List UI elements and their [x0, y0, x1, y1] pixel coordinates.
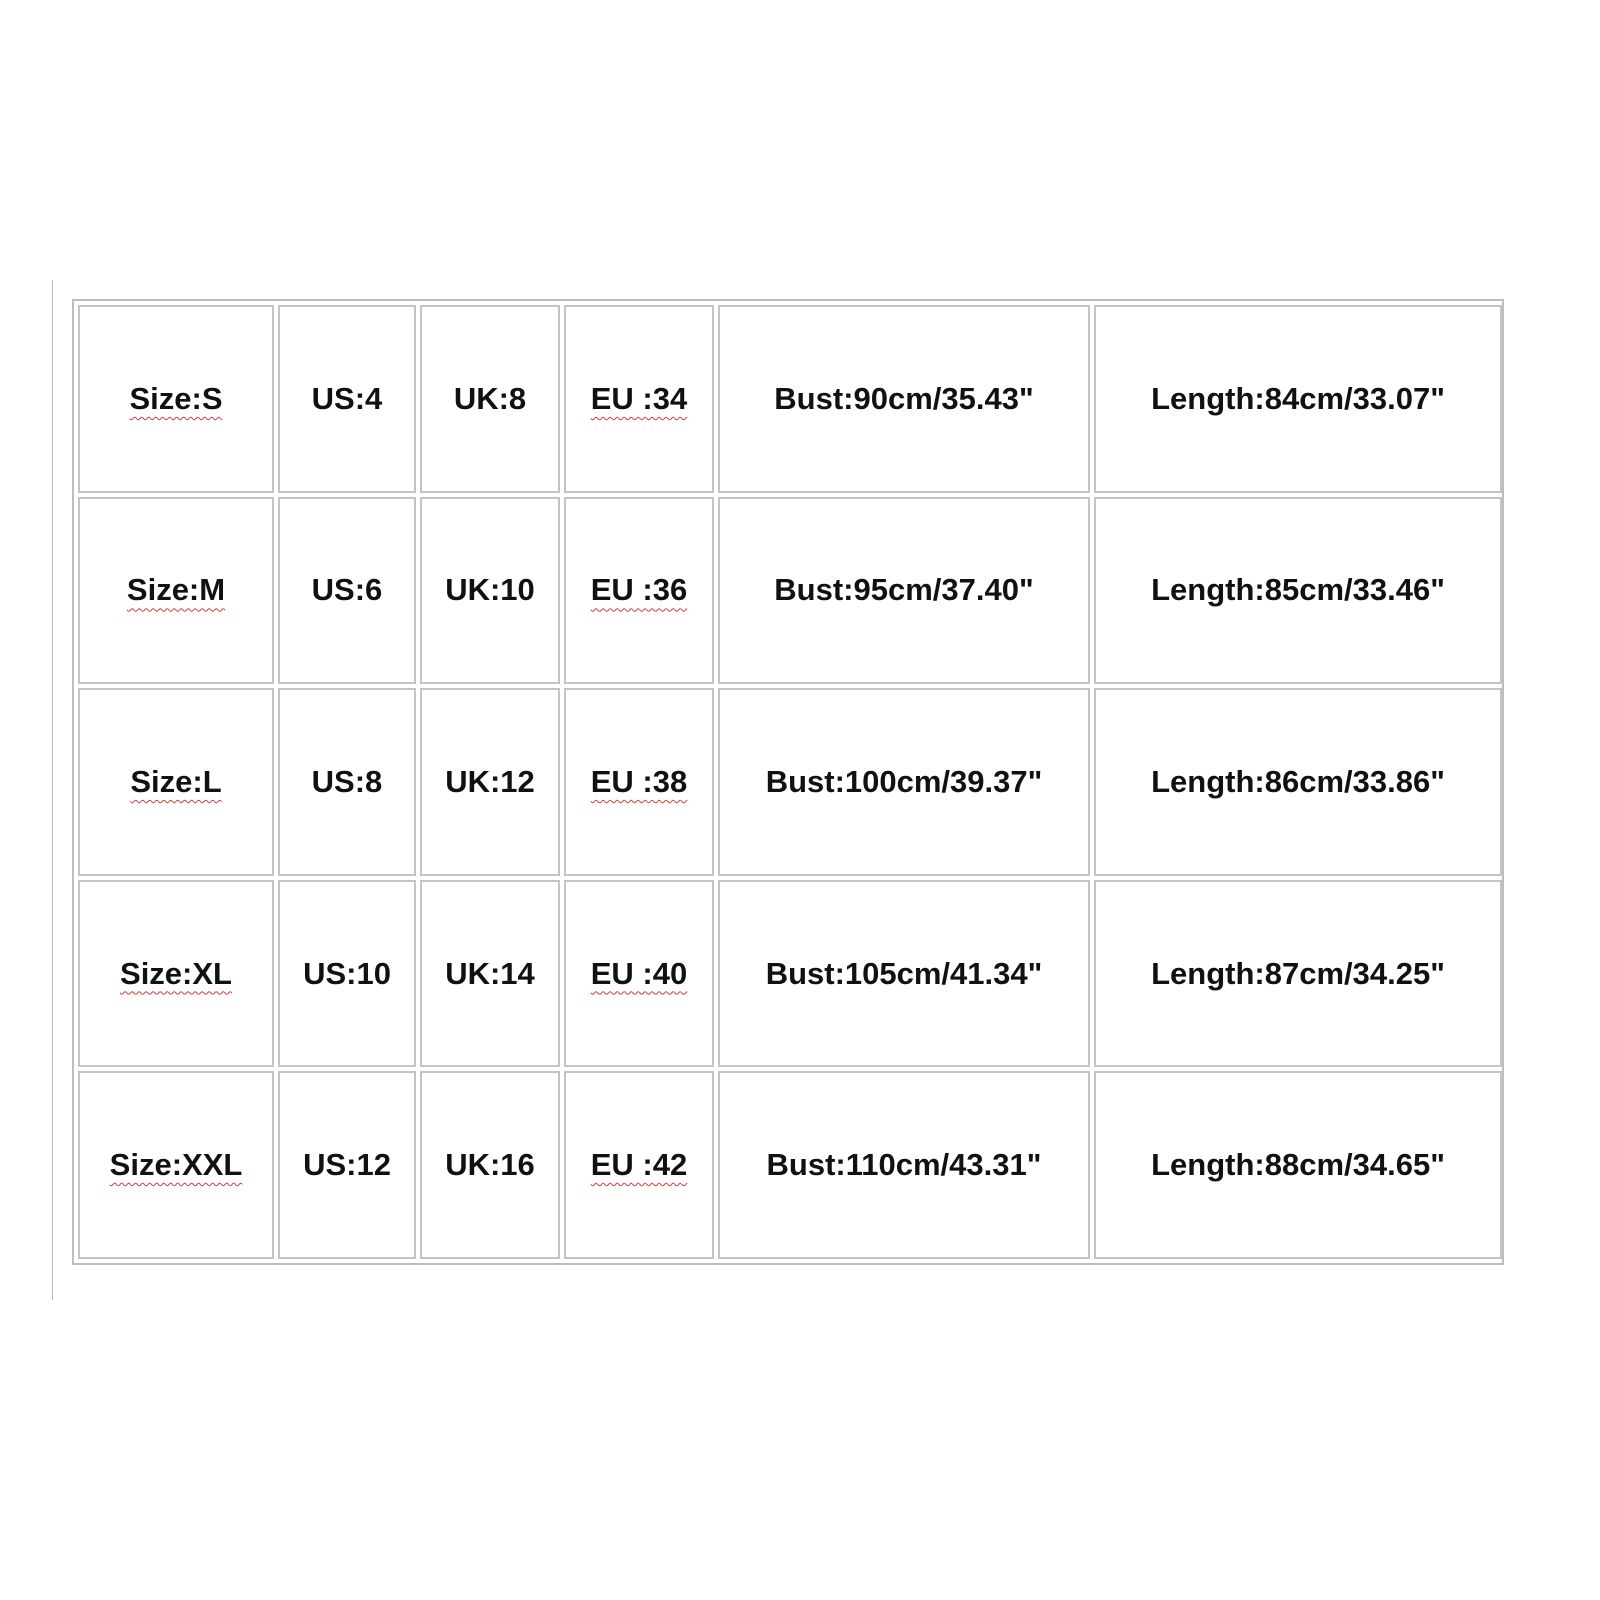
uk-size-cell: UK:16 — [420, 1071, 560, 1259]
eu-size-cell — [564, 880, 714, 1068]
bust-cell: Bust:105cm/41.34" — [718, 880, 1090, 1068]
length-cell: Length:86cm/33.86" — [1094, 688, 1502, 876]
us-size-cell: US:12 — [278, 1071, 416, 1259]
size-chart-body — [78, 305, 1502, 1259]
eu-size-label: EU :40 — [590, 955, 688, 991]
table-row — [78, 497, 1502, 685]
size-label: Size:XXL — [109, 1147, 243, 1183]
eu-size-cell — [564, 688, 714, 876]
size-cell — [78, 880, 274, 1068]
length-cell: Length:88cm/34.65" — [1094, 1071, 1502, 1259]
size-cell — [78, 497, 274, 685]
size-label: Size:S — [129, 380, 223, 416]
us-size-cell: US:10 — [278, 880, 416, 1068]
eu-size-cell — [564, 497, 714, 685]
us-size-cell: US:4 — [278, 305, 416, 493]
bust-cell: Bust:100cm/39.37" — [718, 688, 1090, 876]
us-size-cell: US:6 — [278, 497, 416, 685]
eu-size-cell — [564, 305, 714, 493]
eu-size-cell — [564, 1071, 714, 1259]
size-chart-table — [74, 301, 1506, 1263]
uk-size-cell: UK:12 — [420, 688, 560, 876]
eu-size-label: EU :42 — [590, 1147, 688, 1183]
bust-cell: Bust:110cm/43.31" — [718, 1071, 1090, 1259]
bust-cell: Bust:95cm/37.40" — [718, 497, 1090, 685]
size-label: Size:M — [126, 572, 226, 608]
size-cell — [78, 305, 274, 493]
uk-size-cell: UK:10 — [420, 497, 560, 685]
length-cell: Length:85cm/33.46" — [1094, 497, 1502, 685]
uk-size-cell: UK:8 — [420, 305, 560, 493]
us-size-cell: US:8 — [278, 688, 416, 876]
eu-size-label: EU :34 — [590, 380, 688, 416]
table-row — [78, 305, 1502, 493]
eu-size-label: EU :36 — [590, 572, 688, 608]
eu-size-label: EU :38 — [590, 763, 688, 799]
bust-cell: Bust:90cm/35.43" — [718, 305, 1090, 493]
left-divider-line — [52, 280, 53, 1300]
size-label: Size:L — [130, 763, 222, 799]
table-row — [78, 880, 1502, 1068]
size-cell — [78, 1071, 274, 1259]
size-cell — [78, 688, 274, 876]
length-cell: Length:84cm/33.07" — [1094, 305, 1502, 493]
uk-size-cell: UK:14 — [420, 880, 560, 1068]
table-row — [78, 1071, 1502, 1259]
length-cell: Length:87cm/34.25" — [1094, 880, 1502, 1068]
size-label: Size:XL — [120, 955, 232, 991]
table-row — [78, 688, 1502, 876]
